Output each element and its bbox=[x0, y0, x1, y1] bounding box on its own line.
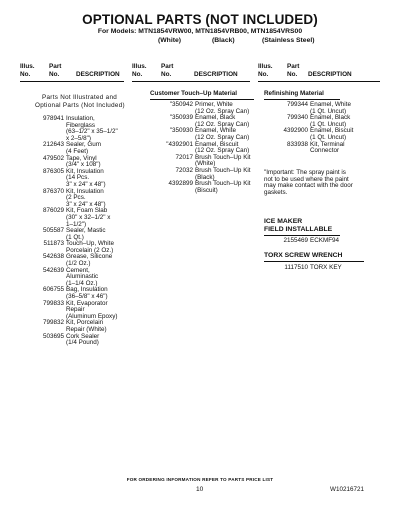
part-number: "350930 bbox=[169, 127, 193, 135]
header-rule-1 bbox=[20, 81, 124, 82]
ordering-info: FOR ORDERING INFORMATION REFER TO PARTS PRICE LIST bbox=[126, 477, 274, 482]
part-number: 72032 bbox=[175, 166, 193, 174]
icemaker-title-line1: ICE MAKER bbox=[264, 218, 303, 225]
part-number: 542638 bbox=[42, 253, 64, 261]
part-row bbox=[20, 287, 130, 300]
part-number: 833938 bbox=[286, 140, 308, 148]
col3-parts-list bbox=[258, 102, 388, 155]
part-description: Enamel, Black (12 Oz. Spray Can) bbox=[195, 114, 250, 128]
part-number: 4392900 bbox=[283, 127, 308, 135]
part-row bbox=[258, 238, 388, 245]
part-description: Kit, Foam Slab (30" x 32–1/2" x 1–1/2") bbox=[66, 207, 111, 228]
part-row bbox=[20, 116, 130, 142]
part-row bbox=[132, 142, 252, 155]
header-illus-no: Illus. No. bbox=[258, 63, 273, 78]
part-number: 2155469 bbox=[283, 237, 308, 244]
part-number: "350942 bbox=[169, 101, 193, 108]
part-description: Kit, Porcelain Repair (White) bbox=[66, 319, 107, 333]
part-row bbox=[258, 142, 388, 155]
part-row bbox=[132, 155, 252, 168]
header-part-no: Part No. bbox=[287, 63, 300, 78]
part-number: 542639 bbox=[42, 266, 64, 274]
col2-title-underline bbox=[150, 99, 254, 100]
part-row bbox=[20, 334, 130, 347]
part-description: TORX KEY bbox=[310, 264, 342, 271]
part-row bbox=[258, 128, 388, 141]
color-white: (White) bbox=[158, 37, 182, 44]
part-description: Cement, Aluminastic (1–1/4 Oz.) bbox=[66, 266, 99, 287]
part-row bbox=[20, 208, 130, 228]
part-number: 876305 bbox=[42, 167, 64, 175]
part-row bbox=[20, 142, 130, 155]
header-part-no: Part No. bbox=[161, 63, 174, 78]
part-description: Brush Touch–Up Kit (Black) bbox=[195, 166, 251, 181]
part-description: Cork Sealer (1/4 Pound) bbox=[66, 332, 100, 347]
header-rule-2 bbox=[132, 81, 250, 82]
part-description: Kit, Insulation (2 Pcs. 3" x 24" x 48") bbox=[66, 187, 106, 208]
part-number: 978941 bbox=[42, 115, 64, 122]
part-description: Kit, Evaporator Repair (Aluminum Epoxy) bbox=[66, 299, 118, 320]
col2-section-title: Customer Touch–Up Material bbox=[150, 90, 238, 97]
part-description: Kit, Terminal Connector bbox=[310, 140, 345, 155]
part-row bbox=[132, 181, 252, 194]
part-row bbox=[20, 301, 130, 321]
header-illus-no: Illus. No. bbox=[132, 63, 147, 78]
part-description: Kit, Insulation (14 Pcs. 3" x 24" x 48") bbox=[66, 167, 106, 188]
header-description: DESCRIPTION bbox=[194, 71, 238, 78]
part-number: 799344 bbox=[286, 101, 308, 108]
part-number: 505587 bbox=[42, 227, 64, 235]
part-row bbox=[20, 254, 130, 267]
color-stainless: (Stainless Steel) bbox=[262, 37, 315, 44]
part-number: 503695 bbox=[42, 332, 64, 340]
torx-title: TORX SCREW WRENCH bbox=[264, 252, 343, 259]
torx-title-underline bbox=[264, 261, 364, 262]
part-row bbox=[20, 169, 130, 189]
part-number: 72017 bbox=[175, 153, 193, 161]
col2-parts-list bbox=[132, 102, 252, 194]
part-row bbox=[20, 320, 130, 333]
part-number: "350939 bbox=[169, 114, 193, 122]
models-line: For Models: MTN1854VRW00, MTN1854VRB00, MTN1854VRS00 bbox=[97, 28, 303, 35]
part-number: 212643 bbox=[42, 141, 64, 149]
part-row bbox=[258, 265, 388, 272]
col1-section-title-line1: Parts Not Illustrated and bbox=[42, 94, 118, 101]
part-description: Sealer, Gum (4 Feet) bbox=[66, 141, 101, 155]
page-title: OPTIONAL PARTS (NOT INCLUDED) bbox=[82, 12, 318, 27]
part-description: Tape, Vinyl (3/4" x 108") bbox=[66, 154, 101, 169]
header-description: DESCRIPTION bbox=[308, 71, 352, 78]
part-description: Touch–Up, White Porcelain (2 Oz.) bbox=[66, 240, 114, 254]
part-description: Primer, White (12 Oz. Spray Can) bbox=[195, 101, 250, 115]
document-number: W10216721 bbox=[330, 486, 364, 493]
header-description: DESCRIPTION bbox=[76, 71, 120, 78]
icemaker-title-underline bbox=[264, 235, 340, 236]
part-number: 799832 bbox=[42, 319, 64, 327]
part-description: Enamel, White (12 Oz. Spray Can) bbox=[195, 127, 250, 141]
part-row bbox=[20, 156, 130, 169]
icemaker-parts-list bbox=[258, 238, 388, 245]
header-illus-no: Illus. No. bbox=[20, 63, 35, 78]
part-number: 479502 bbox=[42, 154, 64, 162]
part-description: ECKMF94 bbox=[310, 237, 340, 244]
part-number: 799833 bbox=[42, 299, 64, 307]
page-number: 10 bbox=[196, 486, 204, 493]
header-part-no: Part No. bbox=[49, 63, 62, 78]
part-number: "4392901 bbox=[166, 140, 193, 148]
col3-section-title: Refinishing Material bbox=[264, 90, 324, 97]
part-description: Sealer, Mastic (1 Qt.) bbox=[66, 227, 106, 241]
part-number: 511873 bbox=[43, 240, 64, 248]
col3-title-underline bbox=[264, 99, 340, 100]
part-number: 876029 bbox=[42, 207, 64, 215]
part-number: 4392899 bbox=[168, 180, 193, 188]
part-number: 606755 bbox=[42, 286, 64, 294]
part-description: Enamel, White (1 Qt. Uncut) bbox=[310, 101, 351, 115]
part-description: Brush Touch–Up Kit (Biscuit) bbox=[195, 180, 251, 194]
part-description: Grease, Silicone (1/2 Oz.) bbox=[66, 253, 113, 268]
color-black: (Black) bbox=[212, 37, 235, 44]
torx-parts-list bbox=[258, 265, 388, 272]
part-number: 876370 bbox=[42, 187, 64, 195]
part-row bbox=[132, 128, 252, 141]
header-rule-3 bbox=[258, 81, 380, 82]
part-number: 799340 bbox=[286, 114, 308, 122]
part-description: Enamel, Biscuit (1 Qt. Uncut) bbox=[310, 127, 354, 141]
col1-parts-list bbox=[20, 116, 130, 347]
part-description: Brush Touch–Up Kit (White) bbox=[195, 153, 251, 168]
part-row bbox=[20, 268, 130, 288]
part-number: 1117510 bbox=[284, 264, 308, 271]
part-description: Bag, Insulation (36–5/8" x 46") bbox=[66, 286, 108, 301]
part-description: Enamel, Biscuit (12 Oz. Spray Can) bbox=[195, 140, 250, 155]
col1-section-title-line2: Optional Parts (Not Included) bbox=[35, 102, 125, 109]
part-description: Enamel, Black (1 Qt. Uncut) bbox=[310, 114, 351, 128]
important-note: "Important: The spray paint is not to be used where the paint may make contact with the door gaskets. bbox=[264, 169, 353, 196]
part-description: Insulation, Fiberglass (63–1/2" x 35–1/2" x 2–5/8") bbox=[66, 115, 118, 142]
icemaker-title-line2: FIELD INSTALLABLE bbox=[264, 226, 333, 233]
part-row bbox=[20, 189, 130, 209]
